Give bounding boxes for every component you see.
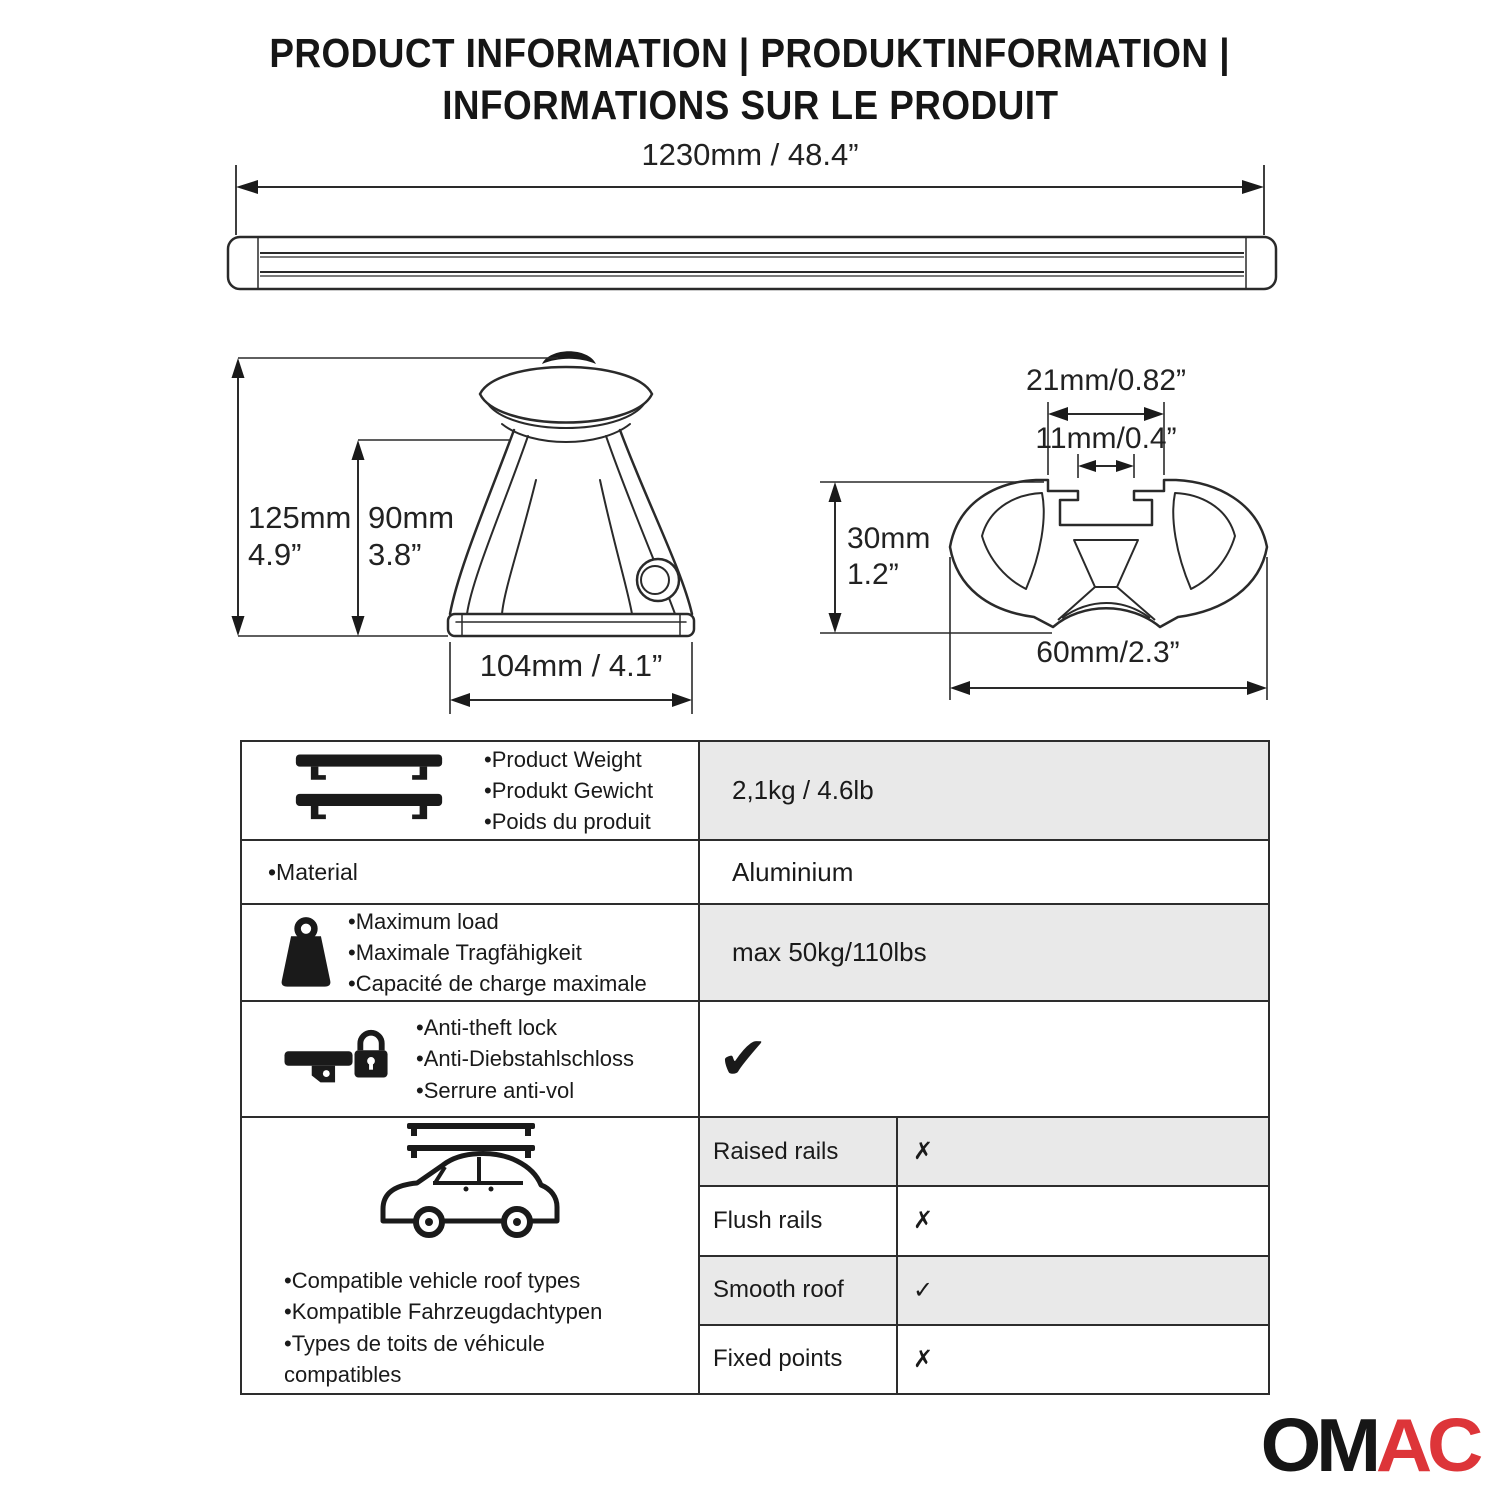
foot-body-height-mm-label: 90mm xyxy=(368,500,455,535)
product-weight-value-cell xyxy=(698,742,1268,839)
roof-types-label-cell xyxy=(242,1118,698,1393)
label-line: •Anti-theft lock xyxy=(416,1015,557,1041)
foot-total-height-in-label: 4.9” xyxy=(248,537,302,572)
anti-theft-labels xyxy=(416,1012,634,1106)
label-line: •Material xyxy=(268,858,358,885)
weight-icon xyxy=(278,914,334,992)
label-line: •Anti-Diebstahlschloss xyxy=(416,1046,635,1072)
spec-table xyxy=(240,740,1270,1395)
profile-height-in-label: 1.2” xyxy=(847,558,899,591)
roof-types-labels xyxy=(284,1265,666,1390)
omac-logo-red-part: AC xyxy=(1375,1403,1478,1487)
profile-height-mm-label: 30mm xyxy=(847,522,931,555)
roof-type-row-flush-rails xyxy=(700,1185,1268,1254)
max-load-label-cell xyxy=(242,905,698,1000)
page-title xyxy=(0,28,1500,131)
foot-base-width-label: 104mm / 4.1” xyxy=(479,648,663,683)
page-title-line1: PRODUCT INFORMATION | PRODUKTINFORMATION | xyxy=(269,30,1231,76)
product-weight-value: 2,1kg / 4.6lb xyxy=(732,775,874,805)
table-row-max-load xyxy=(242,903,1268,1000)
crossbar-length-label: 1230mm / 48.4” xyxy=(641,137,859,172)
roof-type-value: ✗ xyxy=(913,1207,934,1235)
max-load-value-cell xyxy=(698,905,1268,1000)
max-load-labels xyxy=(348,906,647,1000)
car-roof-rack-icon xyxy=(371,1121,571,1249)
roof-type-label: Raised rails xyxy=(700,1118,898,1185)
roof-type-label: Fixed points xyxy=(700,1326,898,1393)
roof-type-row-raised-rails xyxy=(700,1118,1268,1185)
mounting-foot-diagram xyxy=(210,340,730,730)
table-row-material xyxy=(242,839,1268,903)
material-label-cell xyxy=(242,841,698,903)
foot-total-height-mm-label: 125mm xyxy=(248,500,352,535)
label-line: •Capacité de charge maximale xyxy=(348,971,647,997)
roof-type-row-smooth-roof xyxy=(700,1255,1268,1324)
anti-theft-label-cell xyxy=(242,1002,698,1116)
bar-cross-section-diagram xyxy=(790,350,1290,715)
table-row-anti-theft xyxy=(242,1000,1268,1116)
product-weight-label-cell xyxy=(242,742,698,839)
profile-width-label: 60mm/2.3” xyxy=(1036,636,1180,669)
label-line: •Maximale Tragfähigkeit xyxy=(348,939,582,965)
label-line: •Types de toits de véhicule compatibles xyxy=(284,1330,545,1387)
label-line: •Poids du produit xyxy=(484,809,651,835)
table-row-roof-types xyxy=(242,1116,1268,1393)
label-line: •Produkt Gewicht xyxy=(484,777,654,803)
crossbar-drawing xyxy=(228,237,1276,289)
material-value: Aluminium xyxy=(732,856,854,887)
max-load-value: max 50kg/110lbs xyxy=(732,937,927,967)
label-line: •Serrure anti-vol xyxy=(416,1077,575,1103)
table-row-product-weight xyxy=(242,742,1268,839)
roof-type-label: Smooth roof xyxy=(700,1257,898,1324)
profile-drawing xyxy=(950,480,1267,627)
material-value-cell xyxy=(698,841,1268,903)
roof-type-value: ✓ xyxy=(898,1257,1268,1324)
omac-logo-black-part: OM xyxy=(1260,1403,1376,1487)
checkmark: ✔ xyxy=(718,1025,769,1092)
label-line: •Kompatible Fahrzeugdachtypen xyxy=(284,1299,603,1325)
roof-type-value: ✗ xyxy=(898,1118,1268,1185)
crossbar-length-diagram xyxy=(220,135,1280,305)
slot-outer-width-label: 21mm/0.82” xyxy=(1025,364,1187,397)
slot-opening-width-label: 11mm/0.4” xyxy=(1035,422,1177,455)
roof-rack-bars-icon xyxy=(294,748,444,834)
product-weight-labels xyxy=(484,744,653,838)
label-line: •Compatible vehicle roof types xyxy=(284,1268,581,1294)
foot-body-height-in-label: 3.8” xyxy=(368,537,422,572)
label-line: •Maximum load xyxy=(348,908,499,934)
foot-drawing xyxy=(448,351,694,636)
page-title-line2: INFORMATIONS SUR LE PRODUIT xyxy=(441,81,1059,128)
label-line: •Product Weight xyxy=(484,746,642,772)
roof-type-label: Flush rails xyxy=(700,1187,898,1254)
key-lock-icon xyxy=(282,1024,392,1094)
anti-theft-value-cell xyxy=(698,1002,1268,1116)
roof-types-grid xyxy=(698,1118,1268,1393)
omac-logo xyxy=(1260,1402,1478,1488)
roof-type-value: ✗ xyxy=(913,1345,934,1373)
roof-type-row-fixed-points xyxy=(700,1324,1268,1393)
